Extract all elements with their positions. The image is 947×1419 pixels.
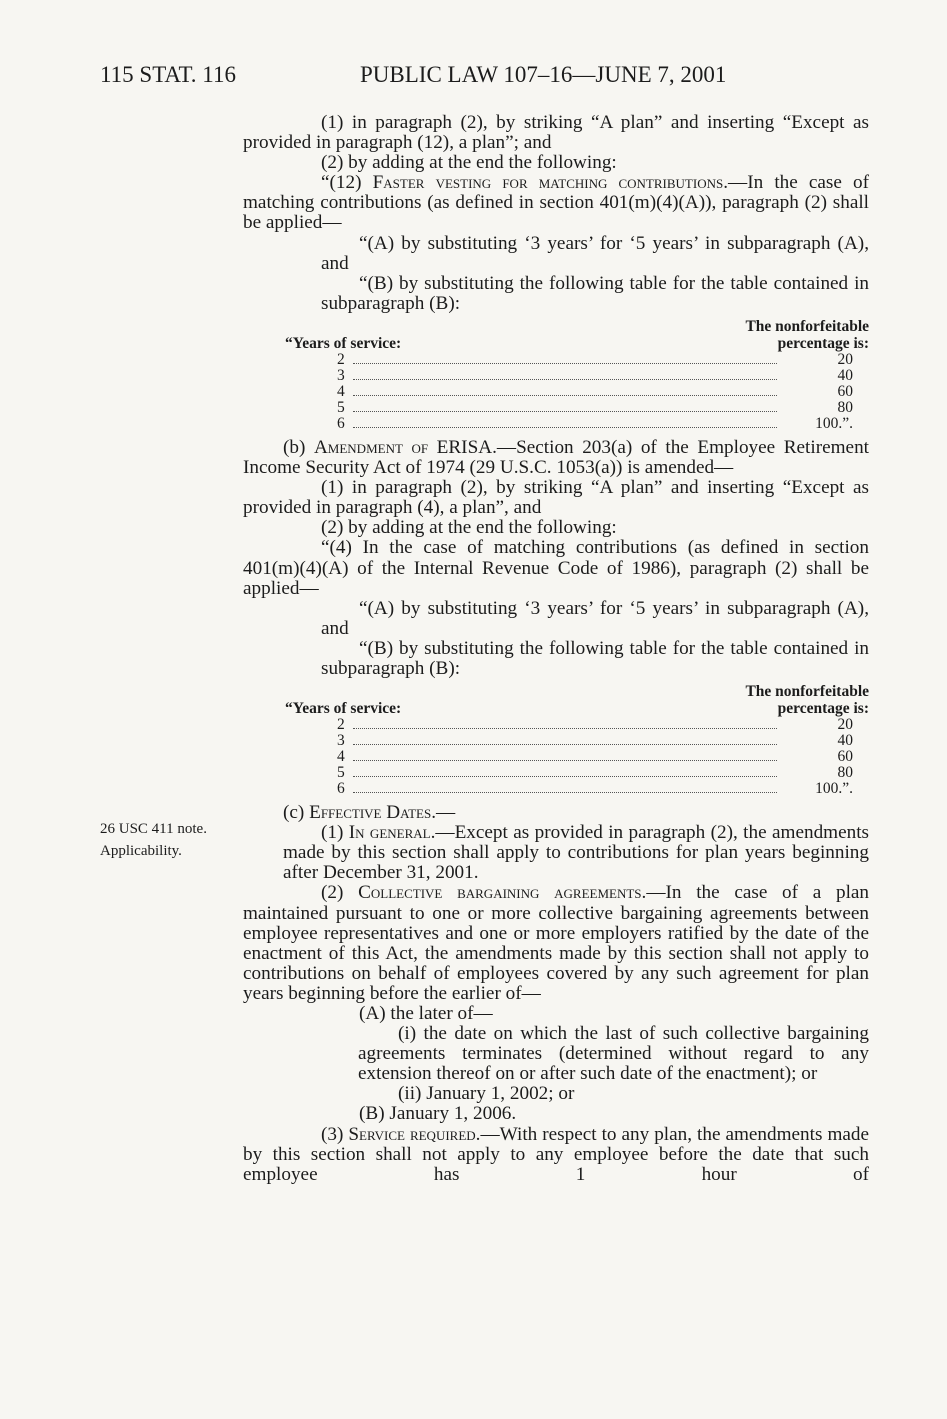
sec-c-clause-i: (i) the date on which the last of such collective bargaining agreements terminates (determined without regard to any extension thereof on or after such date of the enactment); or — [358, 1023, 869, 1085]
sec-b-subpara-a: “(A) by substituting ‘3 years’ for ‘5 years’ in subparagraph (A), and — [321, 597, 869, 639]
dot-leader — [353, 362, 777, 364]
statute-citation: 115 STAT. 116 — [100, 62, 236, 87]
years-cell: 4 — [337, 748, 345, 766]
table-row — [285, 400, 869, 416]
sec-c-clause-ii: (ii) January 1, 2002; or — [398, 1083, 575, 1105]
running-header: PUBLIC LAW 107–16—JUNE 7, 2001 — [360, 62, 727, 87]
dot-leader — [353, 791, 777, 793]
sec-c-paragraph-1: (1) In general.—Except as provided in paragraph (2), the amendments made by this section shall apply to contributions for plan years beginning after December 31, 2001. — [283, 822, 869, 884]
sec-a-paragraph-1: (1) in paragraph (2), by striking “A plan” and inserting “Except as provided in paragraph (12), a plan”; and — [243, 112, 869, 154]
margin-note-usc: 26 USC 411 note. — [100, 821, 207, 837]
years-header: “Years of service: — [285, 334, 402, 352]
table-row — [285, 368, 869, 384]
dot-leader — [353, 410, 777, 412]
percentage-cell: 100.”. — [815, 414, 853, 432]
sec-a-paragraph-12: “(12) Faster vesting for matching contributions.—In the case of matching contributions (as defined in section 401(m)(4)(A)), paragraph (2) shall be applied— — [243, 172, 870, 234]
table-row — [285, 781, 869, 797]
sec-b-heading: (b) Amendment of ERISA.—Section 203(a) of the Employee Retirement Income Security Act of 1974 (29 U.S.C. 1053(a)) is amended— — [243, 436, 869, 479]
percentage-cell: 40 — [837, 732, 853, 750]
percentage-cell: 100.”. — [815, 780, 853, 798]
sec-a-subpara-b: “(B) by substituting the following table for the table contained in subparagraph (B): — [321, 272, 869, 314]
years-cell: 3 — [337, 366, 345, 384]
table-row — [285, 416, 869, 432]
years-cell: 6 — [337, 414, 345, 432]
table-header — [285, 318, 869, 352]
percentage-cell: 60 — [837, 382, 853, 400]
dot-leader — [353, 426, 777, 428]
sec-a-subpara-a: “(A) by substituting ‘3 years’ for ‘5 years’ in subparagraph (A), and — [321, 232, 869, 274]
sec-c-paragraph-2: (2) Collective bargaining agreements.—In the case of a plan maintained pursuant to one or more collective bargaining agreements between employee representatives and one or more employers ratified by the date of the enactment of this Act, the amendments made by this section shall not apply to contributions on behalf of employees covered by any such agreement for plan years beginning before the earlier of— — [243, 882, 870, 1004]
years-cell: 4 — [337, 382, 345, 400]
years-header: “Years of service: — [285, 700, 402, 718]
table-row — [285, 717, 869, 733]
percentage-cell: 20 — [837, 716, 853, 734]
percentage-header: The nonforfeitable percentage is: — [745, 317, 869, 352]
percentage-cell: 60 — [837, 748, 853, 766]
table-row — [285, 749, 869, 765]
vesting-table-2 — [285, 683, 869, 797]
table-row — [285, 384, 869, 400]
years-cell: 5 — [337, 398, 345, 416]
table-header — [285, 683, 869, 717]
percentage-header: The nonforfeitable percentage is: — [745, 683, 869, 718]
sec-b-paragraph-4: “(4) In the case of matching contributions (as defined in section 401(m)(4)(A) of the Internal Revenue Code of 1986), paragraph (2) shall be applied— — [243, 537, 869, 599]
sec-b-subpara-b: “(B) by substituting the following table for the table contained in subparagraph (B): — [321, 637, 869, 679]
sec-c-subpara-b: (B) January 1, 2006. — [359, 1103, 517, 1125]
dot-leader — [353, 759, 777, 761]
vesting-table-1 — [285, 318, 869, 432]
dot-leader — [353, 727, 777, 729]
dot-leader — [353, 394, 777, 396]
margin-note-applicability: Applicability. — [100, 843, 182, 859]
percentage-cell: 80 — [837, 398, 853, 416]
table-row — [285, 765, 869, 781]
years-cell: 2 — [337, 350, 345, 368]
years-cell: 5 — [337, 764, 345, 782]
percentage-cell: 80 — [837, 764, 853, 782]
table-row — [285, 352, 869, 368]
years-cell: 3 — [337, 732, 345, 750]
sec-c-heading: (c) Effective Dates.— — [283, 802, 456, 824]
sec-b-paragraph-2: (2) by adding at the end the following: — [321, 517, 617, 539]
dot-leader — [353, 775, 777, 777]
years-cell: 2 — [337, 716, 345, 734]
dot-leader — [353, 743, 777, 745]
percentage-cell: 40 — [837, 366, 853, 384]
sec-b-paragraph-1: (1) in paragraph (2), by striking “A plan” and inserting “Except as provided in paragraph (4), a plan”, and — [243, 477, 869, 519]
sec-c-paragraph-3: (3) Service required.—With respect to any plan, the amendments made by this section shall not apply to any employee before the date that such employee has 1 hour of — [243, 1123, 870, 1185]
percentage-cell: 20 — [837, 350, 853, 368]
table-row — [285, 733, 869, 749]
sec-a-paragraph-2: (2) by adding at the end the following: — [321, 152, 617, 174]
dot-leader — [353, 378, 777, 380]
sec-c-subpara-a: (A) the later of— — [359, 1003, 493, 1024]
years-cell: 6 — [337, 780, 345, 798]
body-text — [243, 113, 869, 1185]
